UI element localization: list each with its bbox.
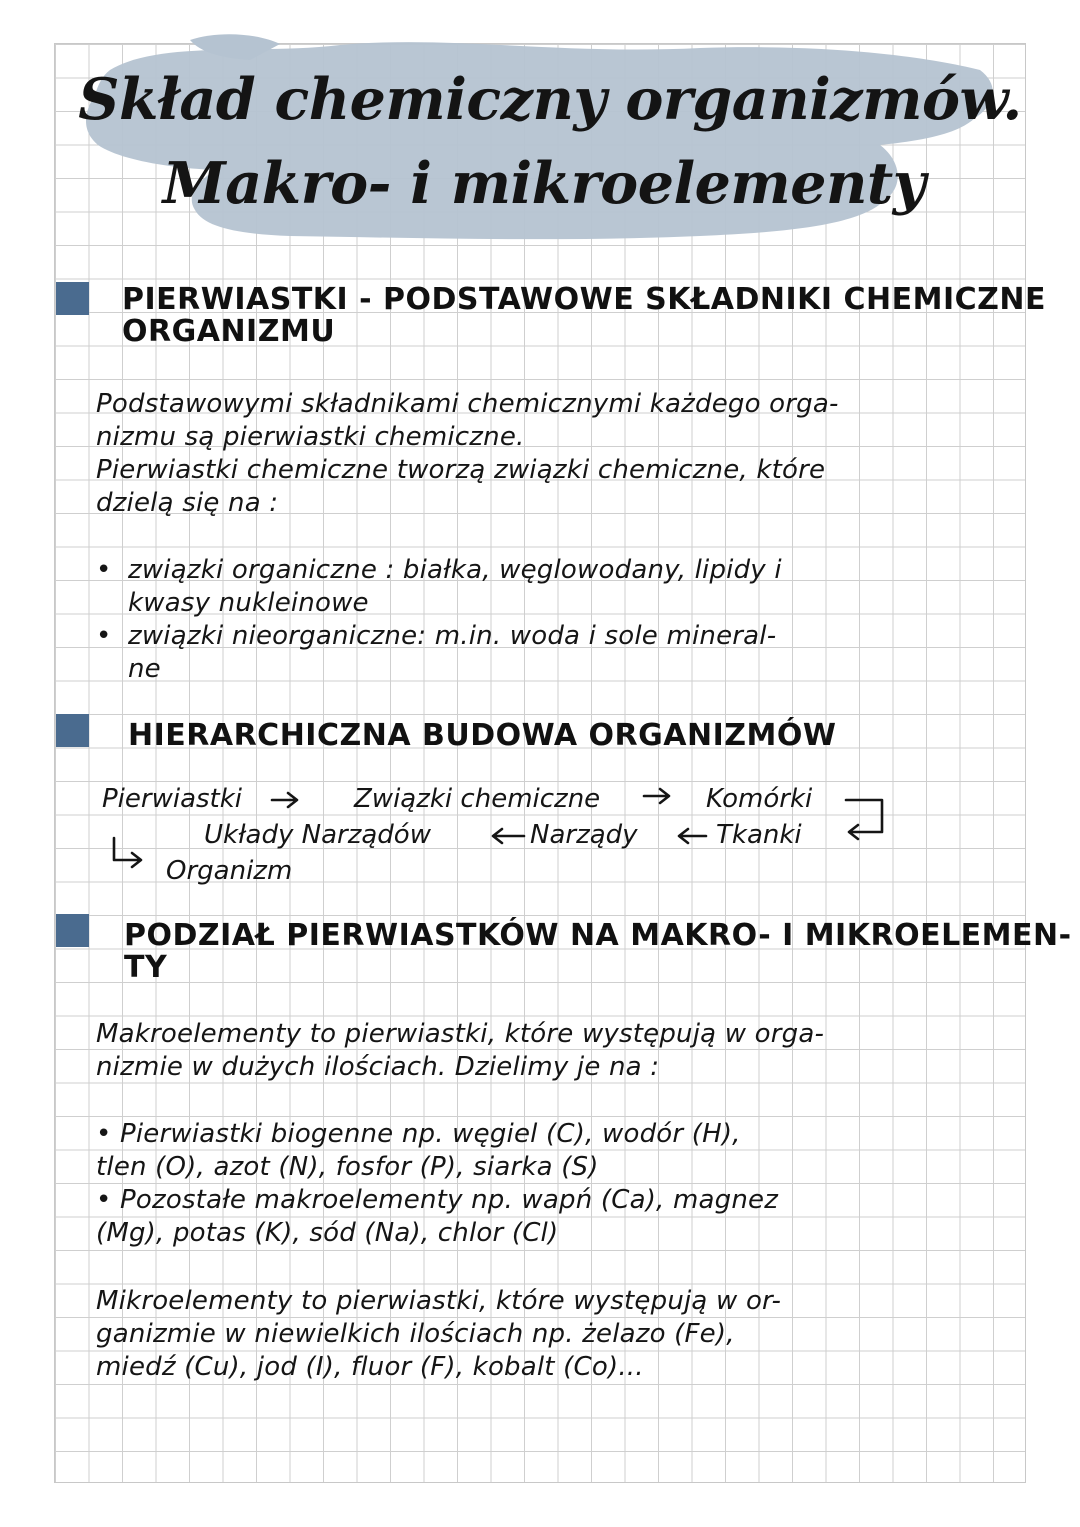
arrow-left-icon <box>679 829 706 843</box>
arrow-corner-icon <box>114 838 141 867</box>
makro-bullet1-line1: • Pierwiastki biogenne np. węgiel (C), wodór (H), <box>96 1119 741 1149</box>
section1-heading-line2: ORGANIZMU <box>122 314 336 349</box>
title-line-2: Makro- i mikroelementy <box>162 150 926 217</box>
arrow-right-icon <box>644 789 669 803</box>
makro-bullet1-line2: tlen (O), azot (N), fosfor (P), siarka (S) <box>96 1152 599 1182</box>
arrow-right-icon <box>272 793 297 807</box>
section1-para-line4: dzielą się na : <box>96 488 279 518</box>
mikro-line2: ganizmie w niewielkich ilościach np. żelazo (Fe), <box>96 1319 735 1349</box>
bullet2-line2: ne <box>128 654 161 684</box>
makro-line1: Makroelementy to pierwiastki, które występują w orga- <box>96 1019 825 1049</box>
hier-uklady: Układy Narządów <box>204 820 431 850</box>
bullet-dot: • <box>96 555 112 585</box>
section1-heading-line1: PIERWIASTKI - PODSTAWOWE SKŁADNIKI CHEMICZNE <box>122 282 1047 317</box>
hier-komorki: Komórki <box>706 784 813 814</box>
section3-heading-line2: TY <box>124 950 168 985</box>
section1-para-line3: Pierwiastki chemiczne tworzą związki chemiczne, które <box>96 455 826 485</box>
section1-para-line2: nizmu są pierwiastki chemiczne. <box>96 422 525 452</box>
title-line-1: Skład chemiczny organizmów. <box>78 66 1022 133</box>
arrow-loop-icon <box>846 800 882 839</box>
hier-narzady: Narządy <box>530 820 638 850</box>
bullet1-line1: związki organiczne : białka, węglowodany, lipidy i <box>128 555 782 585</box>
hier-pierwiastki: Pierwiastki <box>102 784 243 814</box>
makro-bullet2-line1: • Pozostałe makroelementy np. wapń (Ca), magnez <box>96 1185 779 1215</box>
mikro-line1: Mikroelementy to pierwiastki, które występują w or- <box>96 1286 782 1316</box>
hier-zwiazki: Związki chemiczne <box>354 784 601 814</box>
makro-line2: nizmie w dużych ilościach. Dzielimy je na : <box>96 1052 660 1082</box>
section-marker-square <box>56 914 89 947</box>
section1-para-line1: Podstawowymi składnikami chemicznymi każdego orga- <box>96 389 839 419</box>
makro-bullet2-line2: (Mg), potas (K), sód (Na), chlor (Cl) <box>96 1218 559 1248</box>
hier-organizm: Organizm <box>166 856 293 886</box>
bullet2-line1: związki nieorganiczne: m.in. woda i sole mineral- <box>128 621 777 651</box>
hier-tkanki: Tkanki <box>716 820 802 850</box>
bullet-dot: • <box>96 621 112 651</box>
mikro-line3: miedź (Cu), jod (I), fluor (F), kobalt (Co)... <box>96 1352 644 1382</box>
bullet1-line2: kwasy nukleinowe <box>128 588 369 618</box>
section3-heading-line1: PODZIAŁ PIERWIASTKÓW NA MAKRO- I MIKROELEMEN- <box>124 918 1072 953</box>
arrow-left-icon <box>493 829 524 843</box>
section2-heading: HIERARCHICZNA BUDOWA ORGANIZMÓW <box>128 718 837 753</box>
